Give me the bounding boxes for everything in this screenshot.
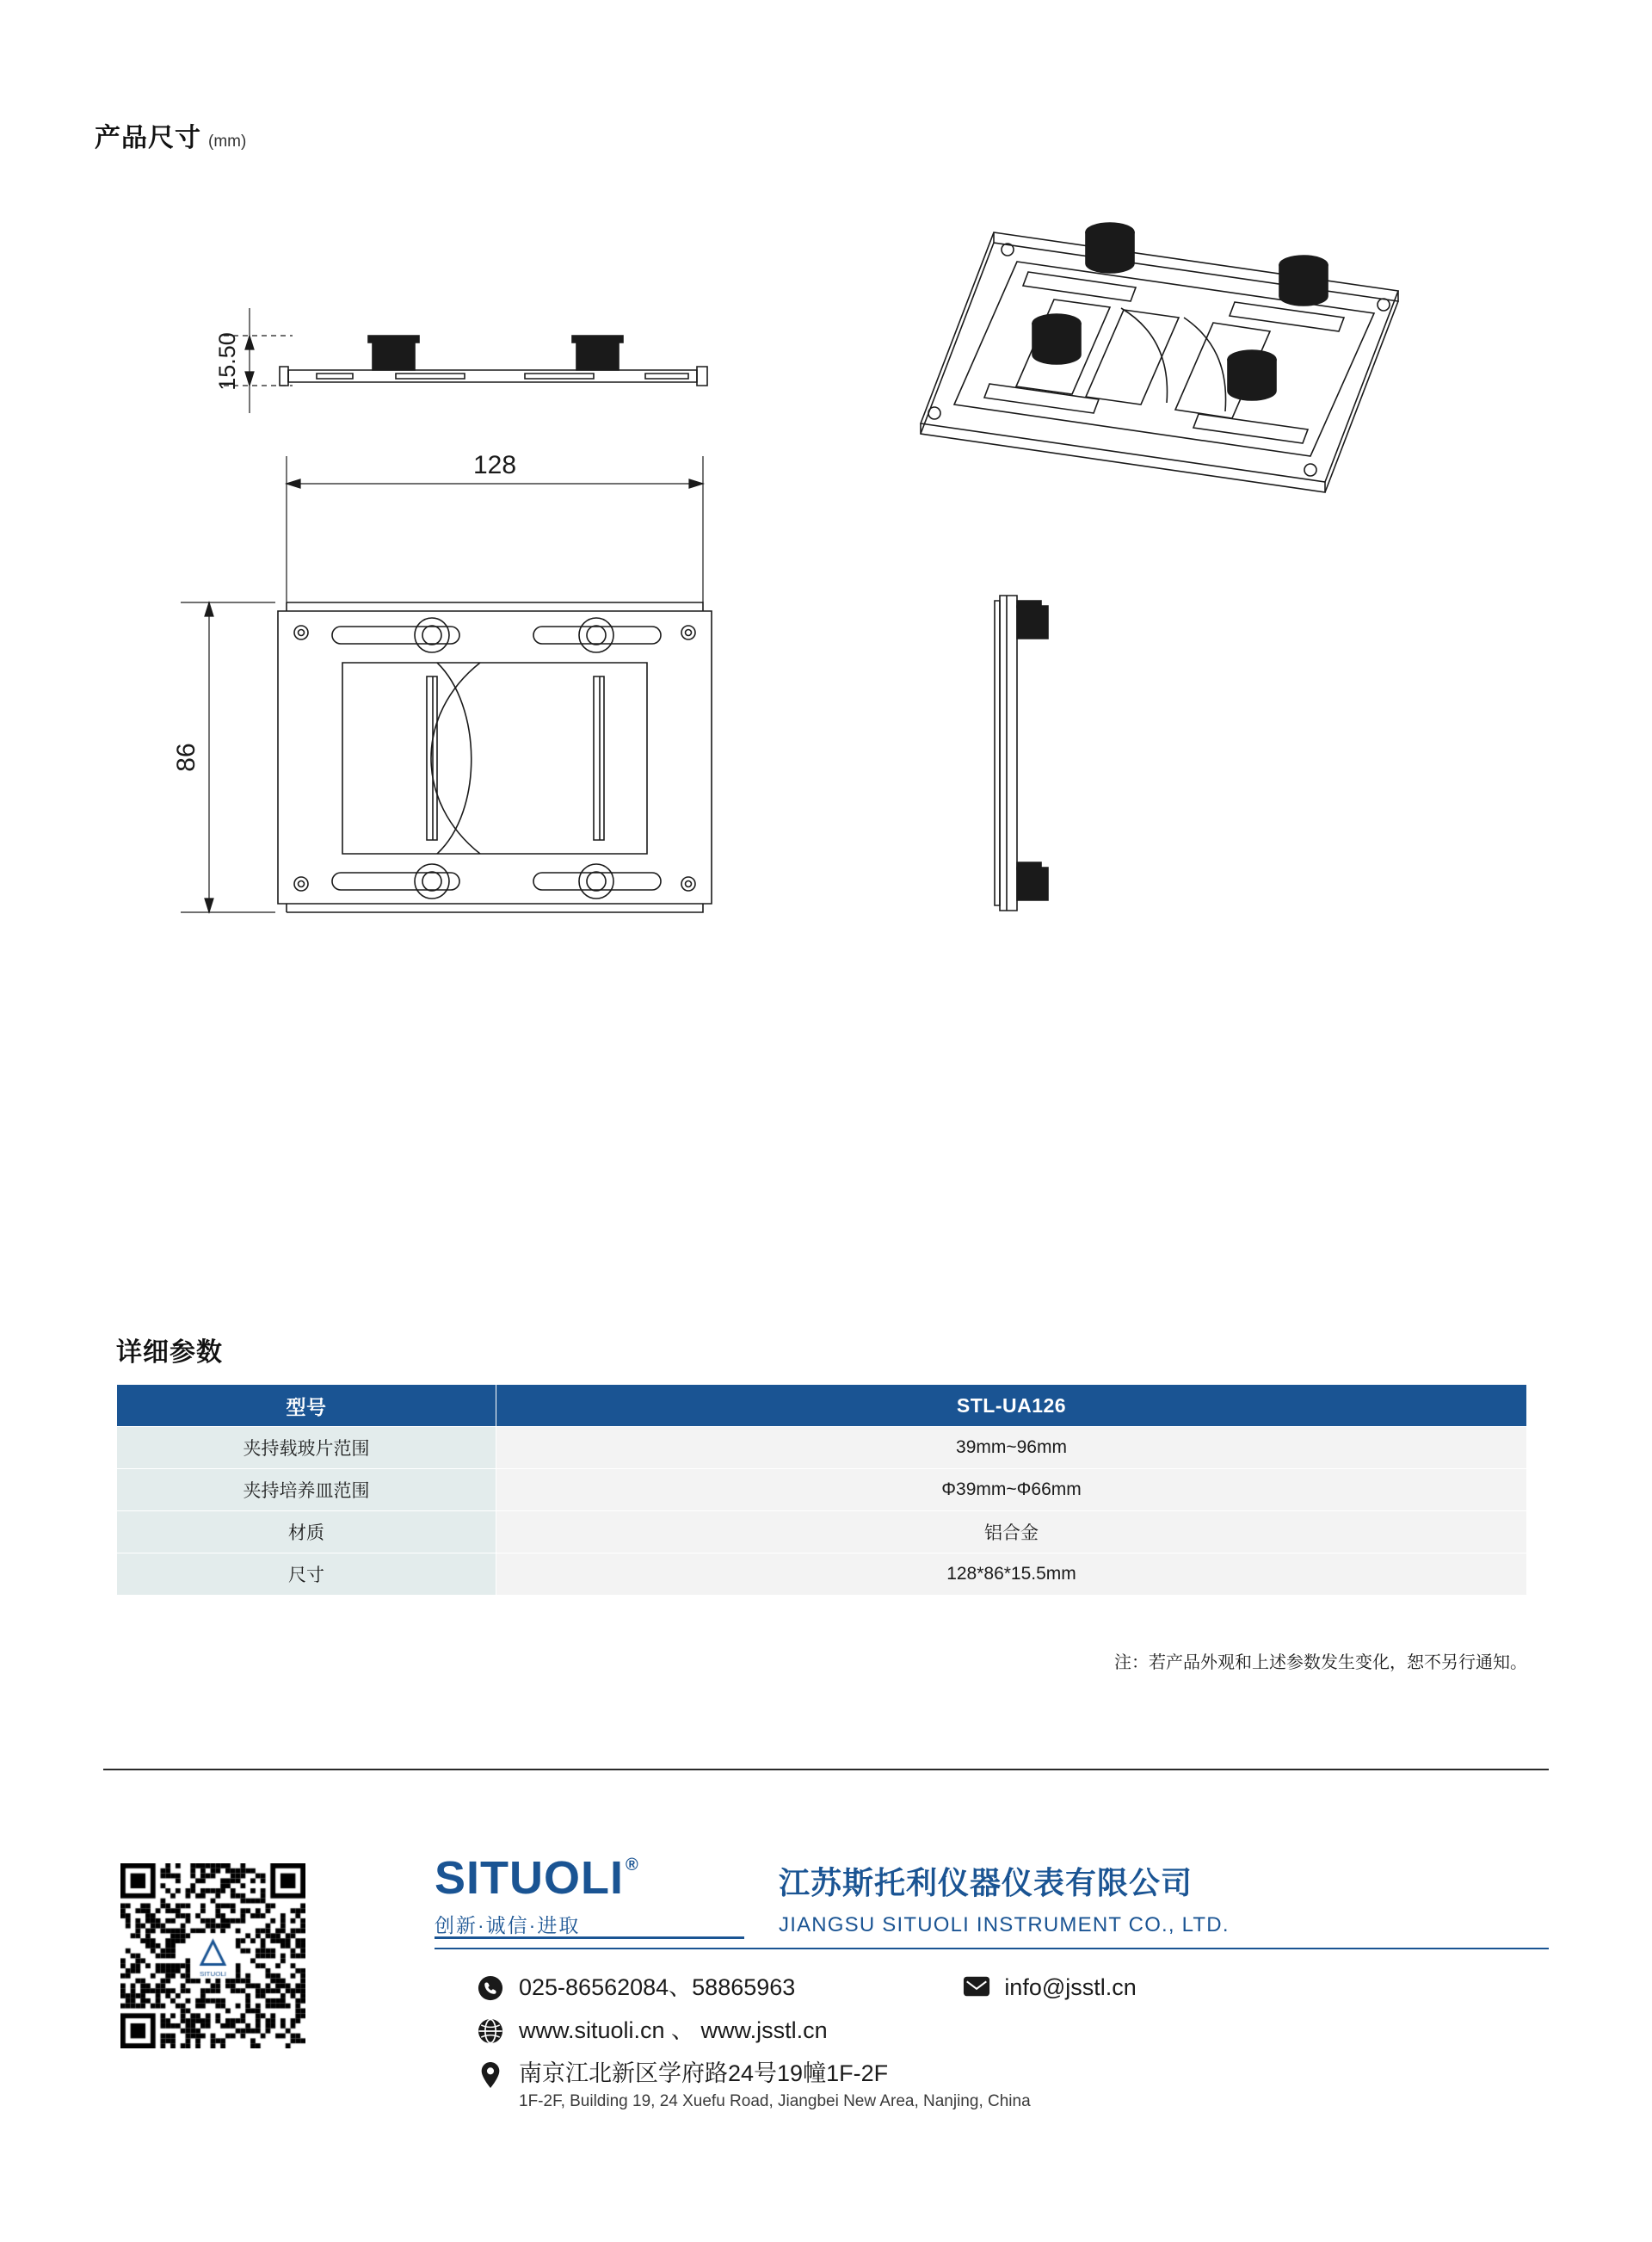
- technical-drawing-area: [95, 198, 1557, 1214]
- top-plan-view: [278, 602, 712, 912]
- table-row: [117, 1427, 1527, 1469]
- footer-divider: [103, 1769, 1549, 1770]
- row-value: 39mm~96mm: [496, 1427, 1527, 1469]
- contact-block: [478, 1975, 1553, 2111]
- table-row: [117, 1469, 1527, 1511]
- table-header-label: 型号: [117, 1385, 496, 1427]
- page-footer: [0, 1833, 1652, 2220]
- brand-slogan: 创新·诚信·进取: [435, 1914, 581, 1936]
- table-row: [117, 1511, 1527, 1553]
- brand-name: [435, 1852, 639, 1904]
- globe-icon: [478, 2018, 503, 2044]
- dimensions-title-text: 产品尺寸: [95, 124, 201, 152]
- dimensions-section-title: [95, 116, 246, 154]
- table-footnote: 注：若产品外观和上述参数发生变化，恕不另行通知。: [1114, 1653, 1527, 1672]
- email-icon: [963, 1975, 989, 2001]
- table-header-row: [117, 1385, 1527, 1427]
- row-label: 夹持培养皿范围: [117, 1469, 496, 1511]
- brand-block: [435, 1852, 761, 1938]
- dimension-label-width: 128: [472, 451, 517, 479]
- side-elevation-view: [280, 336, 707, 386]
- row-label: 尺寸: [117, 1553, 496, 1596]
- contact-row-address: [478, 2061, 1553, 2087]
- company-name-en: JIANGSU SITUOLI INSTRUMENT CO., LTD.: [779, 1913, 1230, 1936]
- website-text[interactable]: www.situoli.cn 、 www.jsstl.cn: [519, 2017, 828, 2044]
- row-label: 夹持载玻片范围: [117, 1427, 496, 1469]
- row-value: 铝合金: [496, 1511, 1527, 1553]
- brand-underline: [435, 1936, 744, 1939]
- email-text[interactable]: info@jsstl.cn: [1004, 1974, 1137, 2001]
- dimension-label-depth: 86: [172, 743, 200, 772]
- footer-horizontal-rule: [435, 1948, 1549, 1949]
- contact-row-web: [478, 2018, 1553, 2044]
- dimension-label-height: 15.50: [214, 332, 240, 391]
- registered-mark: ®: [626, 1856, 639, 1875]
- company-name-cn: 江苏斯托利仪器仪表有限公司: [779, 1865, 1193, 1900]
- parameters-section-title: 详细参数: [116, 1338, 223, 1367]
- address-text-en: 1F-2F, Building 19, 24 Xuefu Road, Jiangbei New Area, Nanjing, China: [519, 2092, 1031, 2110]
- email-group: [963, 1975, 1136, 2001]
- dimensions-title-unit: (mm): [208, 133, 247, 151]
- isometric-view: [921, 223, 1398, 492]
- location-pin-icon: [478, 2061, 503, 2087]
- phone-icon: [478, 1975, 503, 2001]
- phone-text[interactable]: 025-86562084、58865963: [519, 1974, 796, 2001]
- table-header-model: STL-UA126: [496, 1385, 1527, 1427]
- edge-elevation-view: [995, 596, 1048, 911]
- table-row: [117, 1553, 1527, 1596]
- contact-row-phone-email: [478, 1975, 1553, 2001]
- qr-code-icon: [120, 1863, 305, 2048]
- parameters-table: [116, 1384, 1527, 1596]
- row-value: Φ39mm~Φ66mm: [496, 1469, 1527, 1511]
- brand-name-text: SITUOLI: [435, 1852, 624, 1904]
- row-label: 材质: [117, 1511, 496, 1553]
- row-value: 128*86*15.5mm: [496, 1553, 1527, 1596]
- address-text-cn: 南京江北新区学府路24号19幢1F-2F: [519, 2060, 889, 2087]
- company-block: [779, 1859, 1230, 1937]
